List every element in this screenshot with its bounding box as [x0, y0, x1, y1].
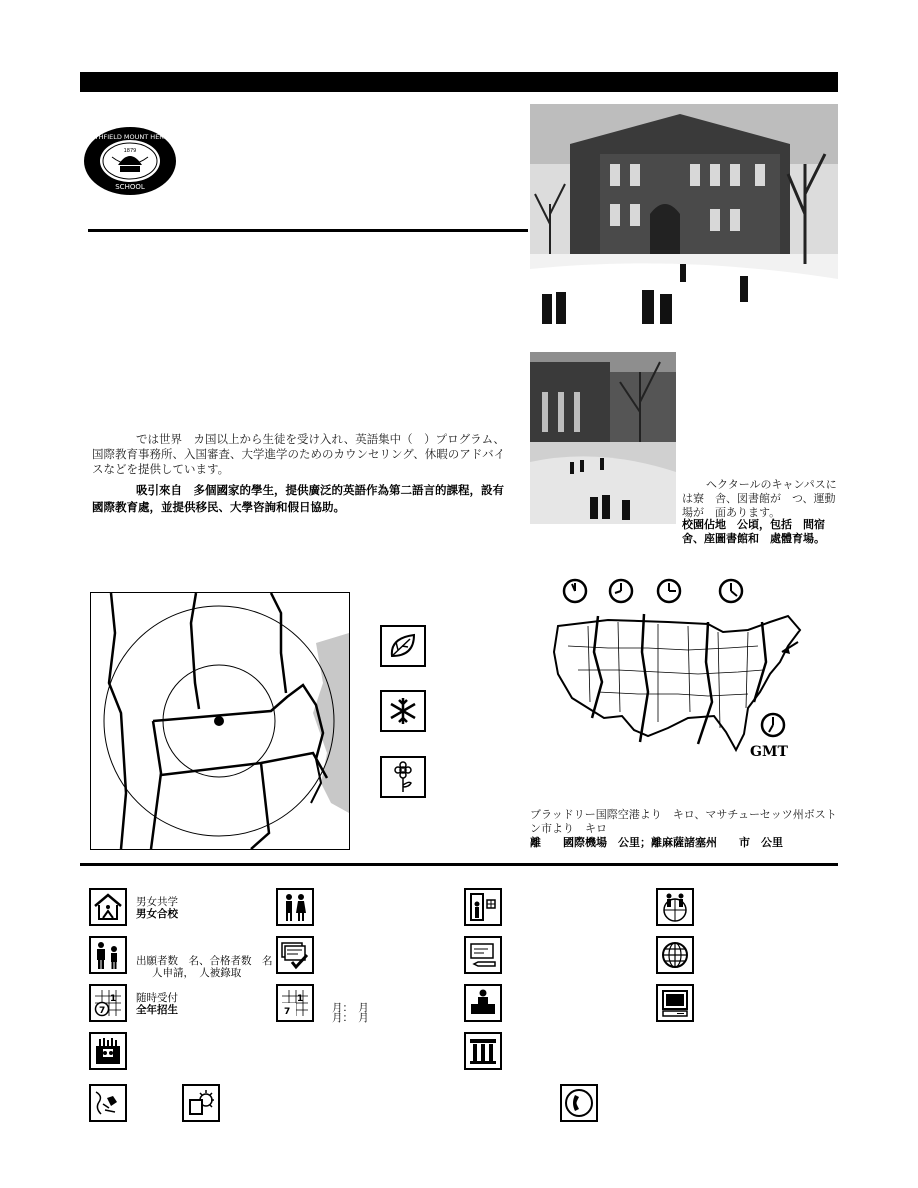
- globe-icon: [656, 936, 694, 974]
- svg-text:7: 7: [284, 1007, 291, 1017]
- school-location-dot: [214, 716, 224, 726]
- intro-chinese: 吸引來自 多個國家的學生，提供廣泛的英語作為第二語言的課程，設有國際教育處，並提供移民、大學咨詢和假日協助。: [92, 483, 504, 514]
- column-building-icon: [464, 1032, 502, 1070]
- svg-text:1: 1: [110, 994, 117, 1004]
- computer-icon: [656, 984, 694, 1022]
- logo-year: 1879: [123, 148, 137, 154]
- clock-icon: [562, 578, 588, 604]
- boy-girl-icon: [276, 888, 314, 926]
- campus-chinese: 校園佔地 公頃，包括 間宿舍、座圖書館和 處體育場。: [682, 518, 825, 545]
- svg-text:1: 1: [297, 994, 304, 1004]
- activities-icon: [89, 1032, 127, 1070]
- calendar-term-icon: [276, 984, 314, 1022]
- coed-label: 男女共学 男女合校: [136, 896, 178, 920]
- clock-icon: [718, 578, 744, 604]
- applicants-label: 出願者数 名、合格者数 名 人申請， 人被錄取: [136, 955, 273, 979]
- term-months-label: 月： 月 月： 月: [332, 1002, 369, 1024]
- phone-icon: [560, 1084, 598, 1122]
- checklist-form-icon: [276, 936, 314, 974]
- section-rule: [88, 229, 528, 232]
- distance-chinese: 離 國際機場 公里；離麻薩諸塞州 市 公里: [530, 836, 783, 849]
- campus-japanese: ヘクタールのキャンパスには寮 舎、図書館が つ、運動場が 面あります。: [682, 478, 837, 519]
- gmt-label: GMT: [750, 744, 788, 760]
- icons-rule: [80, 863, 838, 866]
- clock-icon: [608, 578, 634, 604]
- campus-photo-students: [530, 352, 676, 524]
- snowflake-icon: [380, 690, 426, 732]
- calendar-rolling-icon: [89, 984, 127, 1022]
- distance-japanese: ブラッドリー国際空港より キロ、マサチューセッツ州ボストン市より キロ: [530, 808, 837, 835]
- header-bar: [80, 72, 838, 92]
- clock-icon: [656, 578, 682, 604]
- intro-japanese: では世界 カ国以上から生徒を受け入れ、英語集中（ ）プログラム、国際教育事務所、入国審査、大学進学のためのカウンセリング、休暇のアドバイスなどを提供しています。: [92, 432, 506, 476]
- teacher-desk-icon: [464, 984, 502, 1022]
- clock-icon: [760, 712, 786, 738]
- pencil-form-icon: [464, 936, 502, 974]
- dormitory-door-icon: [464, 888, 502, 926]
- international-students-icon: [656, 888, 694, 926]
- rolling-admission-label: 随時受付 全年招生: [136, 992, 178, 1016]
- leaf-icon: [380, 625, 426, 667]
- sun-window-icon: [182, 1084, 220, 1122]
- svg-text:7: 7: [99, 1006, 106, 1016]
- regional-map: [90, 592, 350, 850]
- applicants-icon: [89, 936, 127, 974]
- flower-icon: [380, 756, 426, 798]
- campus-photo-winter: [530, 104, 838, 334]
- coed-house-icon: [89, 888, 127, 926]
- svg-text:SCHOOL: SCHOOL: [115, 183, 145, 191]
- svg-text:NORTHFIELD MOUNT HERMON: NORTHFIELD MOUNT HERMON: [82, 133, 178, 141]
- school-logo: [82, 125, 178, 197]
- conversation-icon: [89, 1084, 127, 1122]
